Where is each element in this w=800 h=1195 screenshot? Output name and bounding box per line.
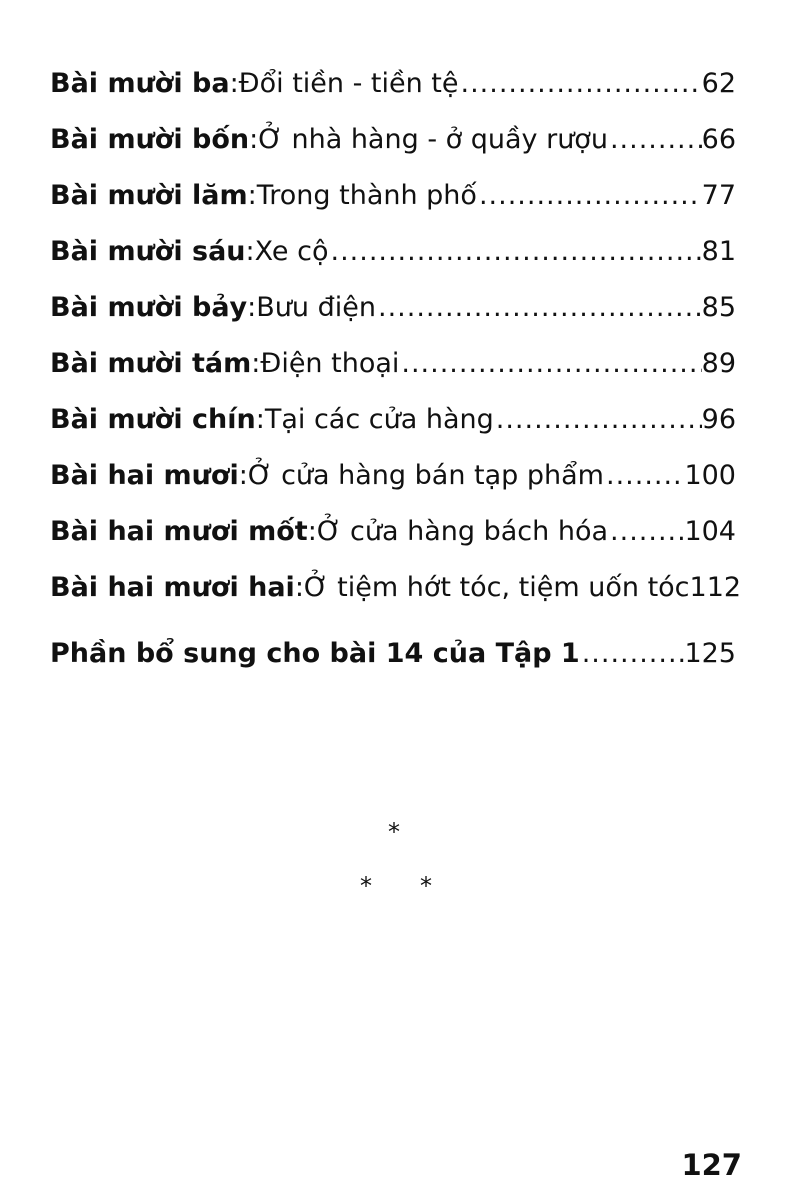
lesson-title: Đổi tiền - tiền tệ [238, 68, 459, 99]
page-number: 89 [701, 348, 736, 379]
asterisk-left: * [360, 872, 372, 900]
lesson-label: Bài mười bảy [50, 292, 248, 323]
toc-entry[interactable] [50, 342, 736, 398]
lesson-title: Xe cộ [254, 236, 329, 267]
dot-leader [604, 454, 684, 498]
lesson-title: Ở cửa hàng bách hóa [316, 516, 609, 547]
separator: : [247, 180, 257, 211]
page-number: 66 [701, 124, 736, 155]
lesson-title: Điện thoại [260, 348, 400, 379]
page-number: 77 [701, 180, 736, 211]
lesson-label: Bài hai mươi mốt [50, 516, 308, 547]
page-number: 81 [701, 236, 736, 267]
page-number: 85 [701, 292, 736, 323]
dot-leader [608, 510, 684, 554]
toc-entry[interactable] [50, 286, 736, 342]
separator: : [307, 516, 317, 547]
dot-leader [376, 286, 702, 330]
lesson-label: Bài mười tám [50, 348, 252, 379]
separator: : [238, 460, 248, 491]
toc-entry[interactable] [50, 566, 742, 622]
separator: : [251, 348, 261, 379]
dot-leader [477, 174, 702, 218]
lesson-label: Bài mười bốn [50, 124, 250, 155]
page-number: 125 [684, 638, 736, 669]
page-number: 62 [701, 68, 736, 99]
lesson-label: Bài mười chín [50, 404, 256, 435]
lesson-label: Bài mười sáu [50, 236, 246, 267]
lesson-title: Ở tiệm hớt tóc, tiệm uốn tóc [303, 572, 690, 603]
toc-entry[interactable] [50, 230, 736, 286]
toc-entry-supplement[interactable] [50, 632, 736, 688]
separator: : [229, 68, 239, 99]
table-of-contents [50, 62, 742, 688]
dot-leader [580, 632, 685, 676]
lesson-title: Bưu điện [256, 292, 376, 323]
asterisk-top: * [388, 818, 400, 846]
separator: : [247, 292, 257, 323]
lesson-label: Bài mười ba [50, 68, 230, 99]
toc-entry[interactable] [50, 62, 736, 118]
lesson-title: Trong thành phố [256, 180, 477, 211]
lesson-label: Bài hai mươi hai [50, 572, 295, 603]
separator: : [294, 572, 304, 603]
page-number: 96 [701, 404, 736, 435]
folio-page-number: 127 [681, 1148, 742, 1182]
lesson-label: Bài hai mươi [50, 460, 239, 491]
page-number: 112 [689, 572, 742, 603]
dot-leader [328, 230, 701, 274]
lesson-title: Ở cửa hàng bán tạp phẩm [247, 460, 604, 491]
separator: : [249, 124, 259, 155]
dot-leader [494, 398, 702, 442]
toc-entry[interactable] [50, 454, 736, 510]
lesson-title: Ở nhà hàng - ở quầy rượu [258, 124, 608, 155]
asterisk-right: * [420, 872, 432, 900]
separator: : [245, 236, 255, 267]
toc-entry[interactable] [50, 174, 736, 230]
dot-leader [608, 118, 702, 162]
toc-entry[interactable] [50, 510, 736, 566]
lesson-title: Tại các cửa hàng [264, 404, 494, 435]
dot-leader [459, 62, 702, 106]
page-number: 104 [684, 516, 736, 547]
separator: : [255, 404, 265, 435]
lesson-label: Bài mười lăm [50, 180, 248, 211]
supplement-title: Phần bổ sung cho bài 14 của Tập 1 [50, 638, 580, 669]
toc-entry[interactable] [50, 118, 736, 174]
page-number: 100 [684, 460, 736, 491]
toc-entry[interactable] [50, 398, 736, 454]
dot-leader [399, 342, 701, 386]
